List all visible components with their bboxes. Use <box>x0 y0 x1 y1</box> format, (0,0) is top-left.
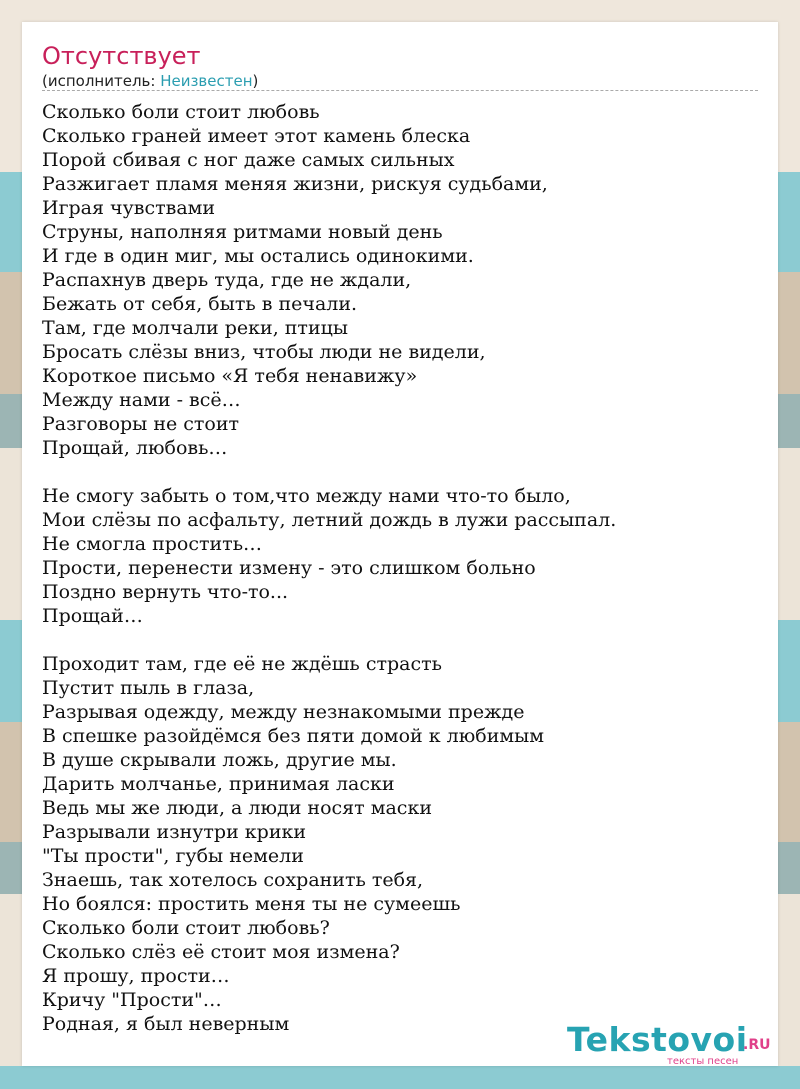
lyric-line: Разговоры не стоит <box>42 413 240 435</box>
lyric-line: Мои слёзы по асфальту, летний дождь в лужи рассыпал. <box>42 509 617 531</box>
lyric-line: И где в один миг, мы остались одинокими. <box>42 245 474 267</box>
lyric-line: В спешке разойдёмся без пяти домой к любимым <box>42 725 545 747</box>
lyric-line: Прощай… <box>42 605 143 627</box>
lyric-line: "Ты прости", губы немели <box>42 845 304 867</box>
lyric-line: Разрывая одежду, между незнакомыми прежде <box>42 701 525 723</box>
artist-link[interactable]: Неизвестен <box>160 72 253 90</box>
lyric-line: Дарить молчанье, принимая ласки <box>42 773 395 795</box>
stanza <box>42 652 758 1036</box>
logo-wordmark: Tekstovoi <box>567 1020 748 1059</box>
lyric-line: Кричу "Прости"… <box>42 989 222 1011</box>
lyrics-card <box>22 22 778 1066</box>
lyric-line: Между нами - всё… <box>42 389 241 411</box>
lyrics-body <box>42 100 758 1060</box>
lyric-line: Распахнув дверь туда, где не ждали, <box>42 269 412 291</box>
lyric-line: Струны, наполняя ритмами новый день <box>42 221 443 243</box>
lyric-line: Не смогла простить… <box>42 533 263 555</box>
artist-suffix: ) <box>252 72 259 90</box>
lyric-line: Знаешь, так хотелось сохранить тебя, <box>42 869 424 891</box>
lyric-line: Прощай, любовь… <box>42 437 228 459</box>
lyric-line: Разжигает пламя меняя жизни, рискуя судьбами, <box>42 173 548 195</box>
artist-line <box>42 71 258 91</box>
logo-domain: .RU <box>743 1037 771 1053</box>
lyric-line: Родная, я был неверным <box>42 1013 290 1035</box>
lyric-line: Разрывали изнутри крики <box>42 821 307 843</box>
lyric-line: Но боялся: простить меня ты не сумеешь <box>42 893 461 915</box>
lyric-line: Бросать слёзы вниз, чтобы люди не видели, <box>42 341 486 363</box>
lyric-line: В душе скрывали ложь, другие мы. <box>42 749 397 771</box>
song-title: Отсутствует <box>42 42 201 70</box>
lyric-line: Прости, перенести измену - это слишком больно <box>42 557 536 579</box>
lyric-line: Проходит там, где её не ждёшь страсть <box>42 653 442 675</box>
lyric-line: Сколько слёз её стоит моя измена? <box>42 941 400 963</box>
lyric-line: Короткое письмо «Я тебя ненавижу» <box>42 365 418 387</box>
stanza <box>42 484 758 628</box>
lyric-line: Ведь мы же люди, а люди носят маски <box>42 797 432 819</box>
lyric-line: Играя чувствами <box>42 197 216 219</box>
lyric-line: Там, где молчали реки, птицы <box>42 317 348 339</box>
lyric-line: Сколько граней имеет этот камень блеска <box>42 125 471 147</box>
artist-prefix: (исполнитель: <box>42 72 161 90</box>
logo-tagline: тексты песен <box>667 1056 739 1067</box>
lyric-line: Пустит пыль в глаза, <box>42 677 255 699</box>
stanza <box>42 100 758 460</box>
site-logo[interactable] <box>567 1020 777 1068</box>
lyric-line: Бежать от себя, быть в печали. <box>42 293 358 315</box>
lyric-line: Сколько боли стоит любовь <box>42 101 320 123</box>
stripe-teal <box>0 1066 800 1089</box>
lyric-line: Сколько боли стоит любовь? <box>42 917 330 939</box>
lyric-line: Я прошу, прости… <box>42 965 230 987</box>
lyric-line: Не смогу забыть о том,что между нами что-то было, <box>42 485 571 507</box>
title-divider <box>42 90 758 91</box>
lyric-line: Поздно вернуть что-то... <box>42 581 289 603</box>
lyric-line: Порой сбивая с ног даже самых сильных <box>42 149 455 171</box>
